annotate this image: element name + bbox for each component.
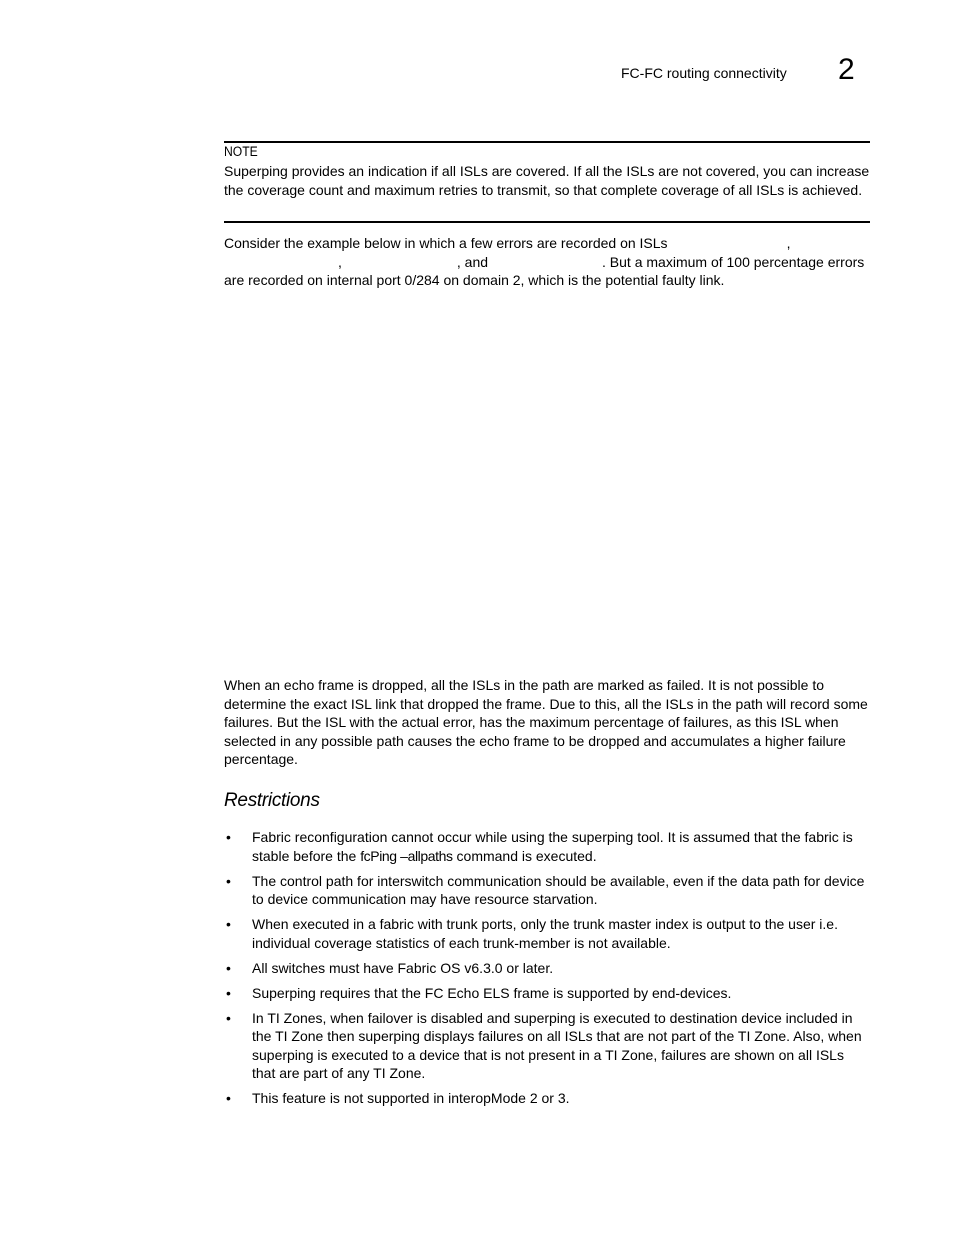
list-item-text: When executed in a fabric with trunk ports, only the trunk master index is output to the user i.e. individual coverage statistics of each trunk-member is not available. xyxy=(252,916,838,951)
list-item xyxy=(224,872,870,909)
list-item xyxy=(224,828,870,865)
restrictions-heading: Restrictions xyxy=(224,790,320,811)
list-item-text: The control path for interswitch communication should be available, even if the data path for device to device communication may have resource starvation. xyxy=(252,872,865,907)
list-item xyxy=(224,959,870,978)
list-item xyxy=(224,915,870,952)
restrictions-list xyxy=(224,828,870,1114)
example-paragraph xyxy=(224,234,870,290)
list-item xyxy=(224,984,870,1003)
bullet-icon: • xyxy=(226,984,231,1001)
bullet-icon: • xyxy=(226,829,231,845)
bullet-icon: • xyxy=(226,916,231,932)
list-item-text-end: command is executed. xyxy=(452,847,597,864)
list-item xyxy=(224,1089,870,1108)
example-separator-1: , xyxy=(786,235,791,251)
note-label: NOTE xyxy=(224,144,258,159)
list-item-text: In TI Zones, when failover is disabled and superping is executed to destination device included in the TI Zone then superping displays failures on all ISLs that are not part of the TI Zone. Also, when superping is executed to a device that is not present in a TI Zone, failures are shown on all ISLs that are part of any TI Zone. xyxy=(252,1009,862,1081)
bullet-icon: • xyxy=(226,1009,231,1026)
note-text: Superping provides an indication if all ISLs are covered. If all the ISLs are not covered, you can increase the coverage count and maximum retries to transmit, so that complete coverage of all ISLs is achieved. xyxy=(224,163,870,198)
command-name: fcPing –allpaths xyxy=(360,847,453,864)
echo-paragraph: When an echo frame is dropped, all the ISLs in the path are marked as failed. It is not possible to determine the exact ISL link that dropped the frame. Due to this, all the ISLs in the path will record some failures. But the ISL with the actual error, has the maximum percentage of failures, as this ISL when selected in any possible path causes the echo frame to be dropped and accumulates a higher failure percentage. xyxy=(224,677,868,767)
example-paragraph-tail: . But a maximum of 100 percentage errors are recorded on internal port 0/284 on domain 2, which is the potential faulty link. xyxy=(224,253,865,288)
note-top-rule xyxy=(224,141,870,143)
example-separator-3: , and xyxy=(456,253,489,270)
bullet-icon: • xyxy=(226,959,231,976)
list-item-text: Superping requires that the FC Echo ELS frame is supported by end-devices. xyxy=(252,984,732,1001)
list-item xyxy=(224,1009,870,1083)
list-item-text: All switches must have Fabric OS v6.3.0 or later. xyxy=(252,959,554,976)
list-item-text: Fabric reconfiguration cannot occur while using the superping tool. It is assumed that the fabric is stable before the xyxy=(252,829,853,864)
list-item-text: This feature is not supported in interopMode 2 or 3. xyxy=(252,1090,570,1106)
bullet-icon: • xyxy=(226,872,231,889)
chapter-number: 2 xyxy=(838,53,855,86)
bullet-icon: • xyxy=(226,1090,231,1106)
example-separator-2: , xyxy=(338,253,342,270)
example-paragraph-intro: Consider the example below in which a few errors are recorded on ISLs xyxy=(224,235,668,251)
note-bottom-rule xyxy=(224,221,870,223)
running-header-title: FC-FC routing connectivity xyxy=(621,65,787,81)
